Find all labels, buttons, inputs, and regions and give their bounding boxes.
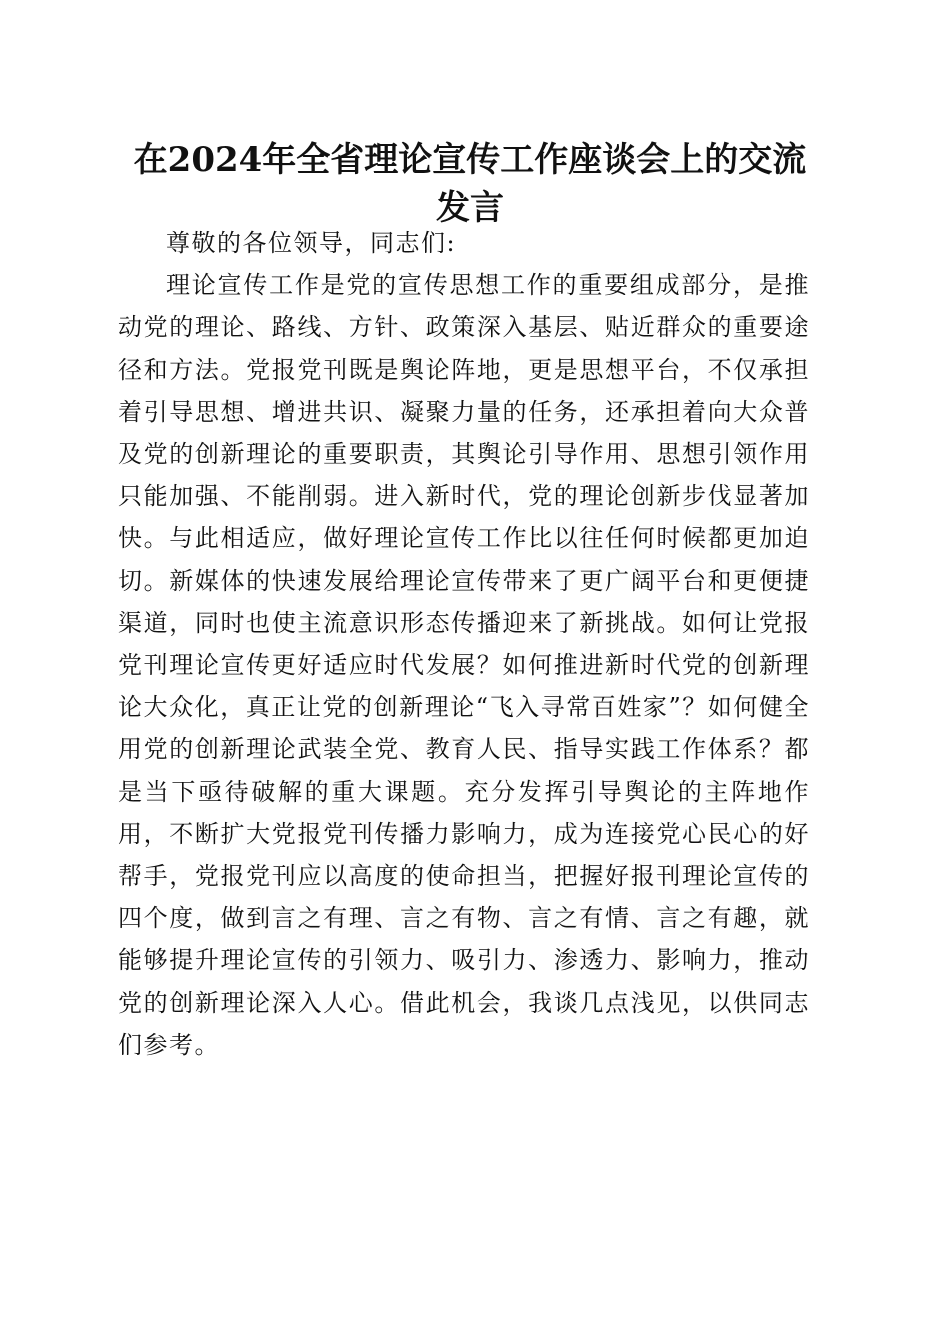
document-title: 在2024年全省理论宣传工作座谈会上的交流发言	[133, 140, 807, 228]
document-body	[118, 222, 810, 1066]
body-paragraph: 理论宣传工作是党的宣传思想工作的重要组成部分，是推动党的理论、路线、方针、政策深入基层、贴近群众的重要途径和方法。党报党刊既是舆论阵地，更是思想平台，不仅承担着引导思想、增进共识、凝聚力量的任务，还承担着向大众普及党的创新理论的重要职责，其舆论引导作用、思想引领作用只能加强、不能削弱。进入新时代，党的理论创新步伐显著加快。与此相适应，做好理论宣传工作比以往任何时候都更加迫切。新媒体的快速发展给理论宣传带来了更广阔平台和更便捷渠道，同时也使主流意识形态传播迎来了新挑战。如何让党报党刊理论宣传更好适应时代发展？如何推进新时代党的创新理论大众化，真正让党的创新理论“飞入寻常百姓家”？如何健全用党的创新理论武装全党、教育人民、指导实践工作体系？都是当下亟待破解的重大课题。充分发挥引导舆论的主阵地作用，不断扩大党报党刊传播力影响力，成为连接党心民心的好帮手，党报党刊应以高度的使命担当，把握好报刊理论宣传的四个度，做到言之有理、言之有物、言之有情、言之有趣，就能够提升理论宣传的引领力、吸引力、渗透力、影响力，推动党的创新理论深入人心。借此机会，我谈几点浅见，以供同志们参考。	[118, 271, 810, 1059]
salutation: 尊敬的各位领导，同志们:	[166, 229, 457, 257]
